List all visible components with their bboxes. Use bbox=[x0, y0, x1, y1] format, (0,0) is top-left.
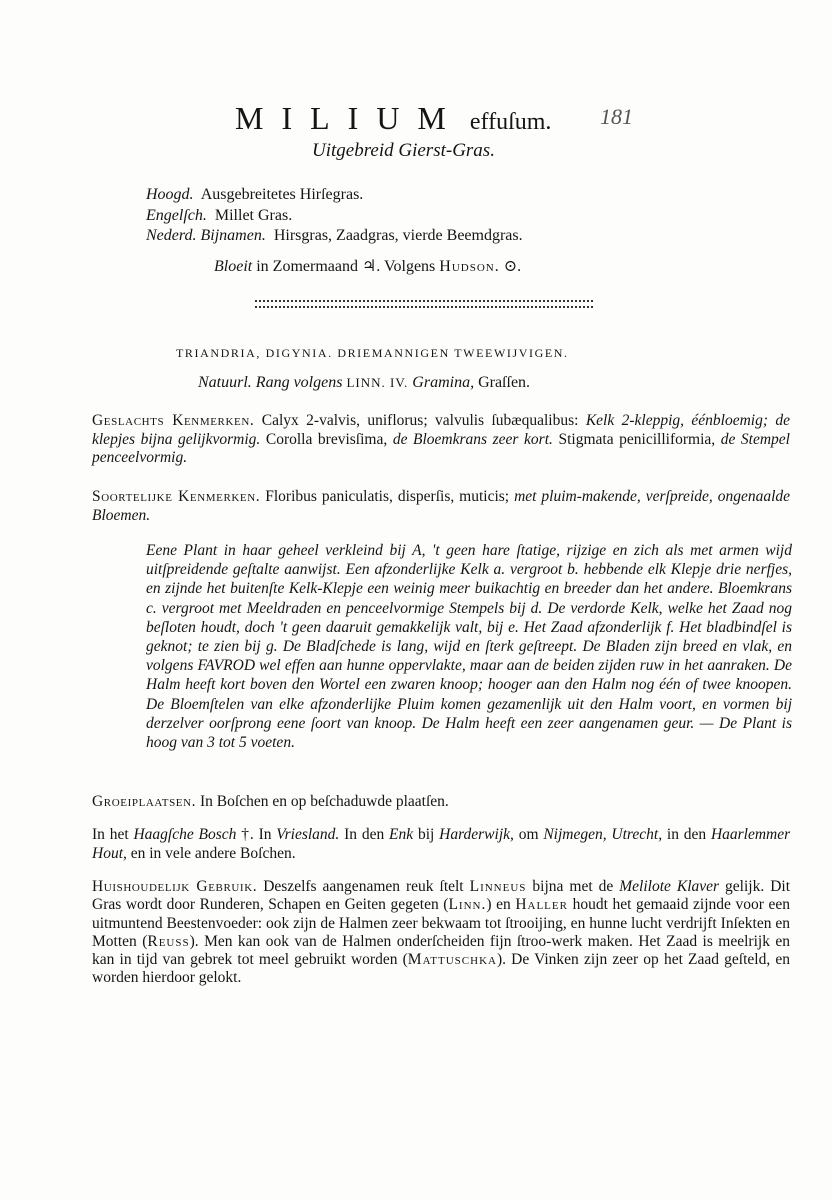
name-engelsch: Engelſch. Millet Gras. bbox=[146, 206, 293, 224]
genus-characters: Geslachts Kenmerken. Calyx 2-valvis, uniflorus; valvulis ſubæqualibus: Kelk 2-kleppig, éénbloemig; de klepjes bijna gelijkvormig. Corolla brevisſima, de Bloemkrans zeer kort. Stigmata penicilliformia, de Stempel penceelvormig. bbox=[92, 412, 791, 466]
household-use-paragraph: Huishoudelijk Gebruik. Deszelfs aangenamen reuk ſtelt Linneus bijna met de Melilote Klaver gelijk. Dit Gras wordt door Runderen, Schapen en Geiten gegeten (Linn.) en Haller houdt het gemaaid zijnde voor een uitmuntend Beestenvoeder: ook zijn de Halmen zeer bekwaam tot ſtrooijing, en hunne lucht verdrijft Inſekten en Motten (Reuss). Men kan ook van de Halmen onderſcheiden fijn ſtroo-werk maken. Het Zaad is meelrijk en kan in tijd van gebrek tot meel gebruikt worden (Mattuschka). De Vinken zijn zeer op het Zaad geſteld, en worden hierdoor gelokt. bbox=[92, 878, 791, 987]
section-heading: Soortelijke Kenmerken. bbox=[92, 488, 261, 505]
locations-paragraph: In het Haagſche Bosch †. In Vriesland. In den Enk bij Harderwijk, om Nijmegen, Utrecht, in den Haarlemmer Hout, en in vele andere Boſchen. bbox=[92, 826, 791, 862]
flowering-line: Bloeit in Zomermaand ♃. Volgens Hudson. ⊙. bbox=[214, 258, 522, 275]
habitat-line: Groeiplaatsen. In Boſchen en op beſchaduwde plaatſen. bbox=[92, 793, 449, 810]
vernacular-names bbox=[146, 185, 523, 247]
plant-description: Eene Plant in haar geheel verkleind bij A, 't geen hare ſtatige, rijzige en zich als met armen wijd uitſpreidende geſtalte aanwijst. Een afzonderlijke Kelk a. vergroot b. hebbende elk Klepje drie nerfjes, en zijnde het buitenſte Kelk-Klepje een weinig meer buikachtig en breeder dan het andere. Bloemkrans c. vergroot met Meeldraden en penceelvormige Stempels bij d. De verdorde Kelk, welke het Zaad nog beſloten houdt, doch 't geen daaruit gemakkelijk valt, bij e. Het Zaad afzonderlijk f. Het bladbindſel is geknot; te zien bij g. De Bladſchede is lang, wijd en ſterk geſtreept. De Bladen zijn breed en vlak, en volgens FAVROD wel effen aan hunne oppervlakte, maar aan de beiden zijden ruw in het aanraken. De Halm heeft kort boven den Wortel een zwaren knoop; hooger aan den Halm nog één of twee knoopen. De Bloemſtelen van elke afzonderlijke Pluim komen gezamenlijk uit den Halm voort, en vormen bij derzelver oorſprong eene ſoort van knoop. De Halm heeft een zeer aangenamen geur. — De Plant is hoog van 3 tot 5 voeten. bbox=[146, 542, 792, 752]
section-heading: Groeiplaatsen. bbox=[92, 793, 197, 810]
species-name: effuſum. bbox=[469, 109, 552, 135]
handwritten-page-number: 181 bbox=[600, 104, 633, 129]
linnaean-classification: TRIANDRIA, DIGYNIA. DRIEMANNIGEN TWEEWIJVIGEN. bbox=[176, 346, 569, 360]
natural-order-line: Natuurl. Rang volgens LINN. IV. Gramina, Graſſen. bbox=[198, 374, 531, 391]
perennial-symbol: ⊙. bbox=[503, 258, 522, 275]
species-characters: Soortelijke Kenmerken. Floribus paniculatis, disperſis, muticis; met pluim-makende, verſpreide, ongenaalde Bloemen. bbox=[92, 488, 791, 524]
ornamental-divider bbox=[255, 300, 593, 308]
section-heading: Huishoudelijk Gebruik. bbox=[92, 878, 258, 895]
name-hoogd: Hoogd. Ausgebreitetes Hirſegras. bbox=[146, 186, 364, 203]
genus-name: MILIUM bbox=[235, 100, 464, 136]
name-nederd: Nederd. Bijnamen. Hirsgras, Zaadgras, vierde Beemdgras. bbox=[146, 227, 523, 244]
dutch-name: Uitgebreid Gierst-Gras. bbox=[312, 140, 495, 161]
page-title bbox=[235, 100, 551, 137]
section-heading: Geslachts Kenmerken. bbox=[92, 412, 255, 429]
